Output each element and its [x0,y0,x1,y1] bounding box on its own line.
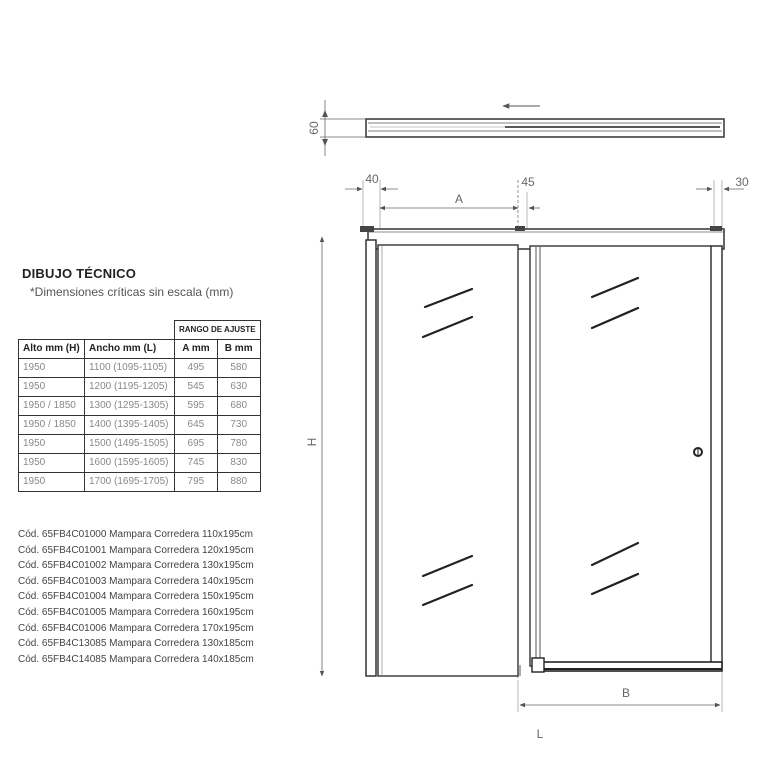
cell-a: 695 [175,434,218,453]
cell-width: 1200 (1195-1205) [85,377,175,396]
column-header-width: Ancho mm (L) [85,339,175,358]
list-item: Cód. 65FB4C01006 Mampara Corredera 170x195cm [18,622,254,634]
drawing-subtitle: *Dimensiones críticas sin escala (mm) [30,285,234,299]
cell-height: 1950 / 1850 [19,396,85,415]
cell-width: 1600 (1595-1605) [85,453,175,472]
cell-b: 730 [217,415,260,434]
cell-b: 880 [217,472,260,491]
cell-b: 580 [217,358,260,377]
list-item: Cód. 65FB4C01000 Mampara Corredera 110x195cm [18,529,253,540]
cell-a: 745 [175,453,218,472]
enclosure-front-view [360,226,724,676]
right-gap-label: 30 [735,175,749,189]
column-header-a: A mm [175,339,218,358]
dimension-b-label: B [621,686,631,700]
cell-a: 645 [175,415,218,434]
list-item: Cód. 65FB4C01003 Mampara Corredera 140x195cm [18,575,254,587]
cell-height: 1950 [19,472,85,491]
cell-a: 595 [175,396,218,415]
cell-width: 1100 (1095-1105) [85,358,175,377]
cell-height: 1950 [19,453,85,472]
dimension-b [518,672,722,712]
height-dimension [305,237,322,676]
list-item: Cód. 65FB4C01004 Mampara Corredera 150x195cm [18,591,254,603]
cell-a: 545 [175,377,218,396]
cell-b: 630 [217,377,260,396]
cell-b: 780 [217,434,260,453]
cell-a: 795 [175,472,218,491]
cell-width: 1500 (1495-1505) [85,434,175,453]
sliding-glass-panel [530,246,712,666]
cell-height: 1950 / 1850 [19,415,85,434]
top-view-rail [366,106,724,137]
list-item: Cód. 65FB4C01005 Mampara Corredera 160x195cm [18,606,254,618]
column-header-height: Alto mm (H) [19,339,85,358]
left-profile [366,240,376,676]
adjustment-range-header: RANGO DE AJUSTE [175,321,261,340]
list-item: Cód. 65FB4C01002 Mampara Corredera 130x195cm [18,560,254,572]
dimension-h-label: H [305,437,319,447]
dimension-l-label: L [536,727,544,741]
cell-width: 1300 (1295-1305) [85,396,175,415]
cell-height: 1950 [19,434,85,453]
cell-width: 1400 (1395-1405) [85,415,175,434]
cell-width: 1700 (1695-1705) [85,472,175,491]
right-wall-profile [711,246,722,666]
cell-height: 1950 [19,358,85,377]
list-item: Cód. 65FB4C13085 Mampara Corredera 130x185cm [18,638,254,650]
door-handle-icon [694,448,702,456]
rail-depth-label: 60 [307,121,321,135]
left-gap-label: 40 [365,172,379,186]
list-item: Cód. 65FB4C01001 Mampara Corredera 120x195cm [18,544,254,556]
cell-b: 680 [217,396,260,415]
fixed-glass-panel [378,245,518,676]
cell-a: 495 [175,358,218,377]
center-overlap-label: 45 [521,175,535,189]
rail-depth-dimension [307,100,366,156]
drawing-title: DIBUJO TÉCNICO [22,266,137,281]
cell-height: 1950 [19,377,85,396]
dimension-a-label: A [454,192,464,206]
list-item: Cód. 65FB4C14085 Mampara Corredera 140x185cm [18,653,254,665]
cell-b: 830 [217,453,260,472]
column-header-b: B mm [217,339,260,358]
